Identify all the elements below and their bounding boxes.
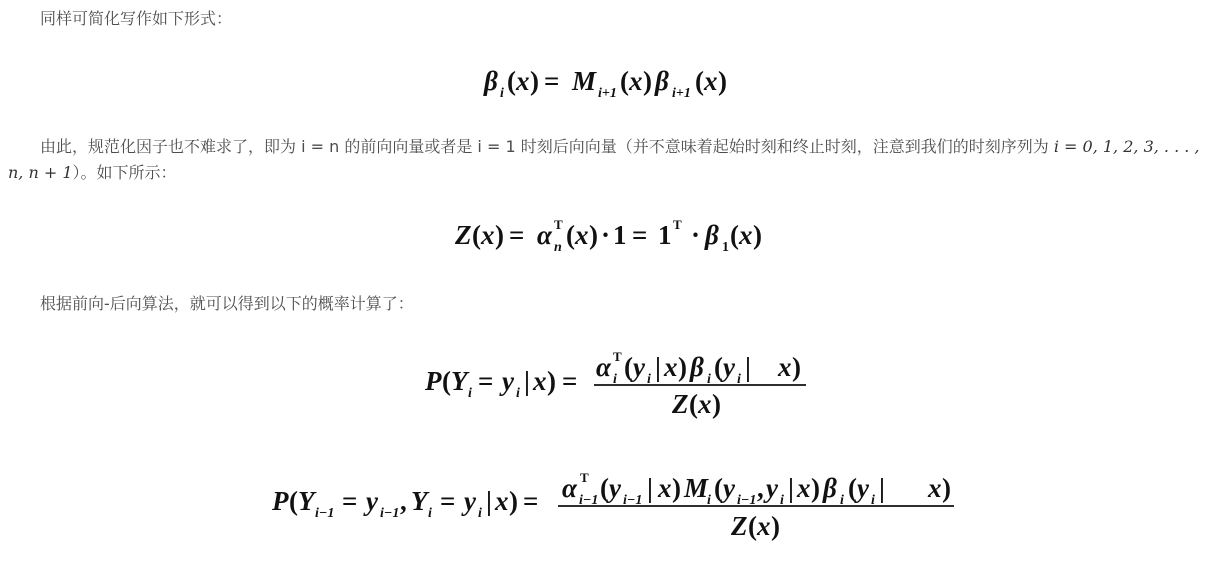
svg-text:y: y — [464, 486, 476, 516]
svg-text:): ) — [509, 486, 518, 516]
svg-text:y: y — [609, 473, 621, 503]
svg-text:i−1: i−1 — [315, 506, 335, 521]
svg-text:i: i — [468, 386, 472, 401]
formula-backward-recursion — [0, 52, 1222, 122]
svg-text:(: ( — [624, 352, 633, 382]
svg-text:α: α — [537, 220, 552, 250]
svg-text:y: y — [723, 473, 735, 503]
svg-text:=: = — [523, 486, 539, 516]
svg-text:|: | — [745, 352, 751, 382]
formula-backward-recursion-graphic — [0, 52, 1222, 112]
svg-text:|: | — [879, 473, 885, 503]
svg-text:): ) — [678, 352, 687, 382]
svg-text:β: β — [823, 473, 837, 503]
paragraph-normalization — [8, 134, 1214, 186]
svg-text:x: x — [575, 220, 589, 250]
svg-text:i: i — [840, 493, 844, 508]
svg-text:x: x — [664, 352, 678, 382]
svg-text:Y: Y — [451, 366, 468, 396]
svg-text:x: x — [658, 473, 672, 503]
svg-text:x: x — [757, 511, 771, 541]
svg-text:(: ( — [600, 473, 609, 503]
svg-text:i+1: i+1 — [672, 86, 691, 101]
svg-text:i−1: i−1 — [380, 506, 400, 521]
formula-pairwise-probability — [0, 468, 1222, 541]
svg-text:|: | — [486, 486, 492, 516]
svg-text:): ) — [672, 473, 681, 503]
svg-text:M: M — [572, 66, 597, 96]
svg-text:y: y — [366, 486, 378, 516]
formula-normalization-factor — [0, 206, 1222, 276]
svg-text:(: ( — [472, 220, 481, 250]
svg-text:=: = — [440, 486, 456, 516]
svg-text:,: , — [400, 486, 407, 516]
svg-text:x: x — [704, 66, 718, 96]
svg-text:α: α — [562, 473, 577, 503]
svg-text:i: i — [613, 372, 617, 387]
svg-text:T: T — [613, 349, 622, 364]
svg-text:,: , — [757, 473, 764, 503]
svg-text:M: M — [684, 473, 709, 503]
svg-text:i−1: i−1 — [737, 493, 757, 508]
paragraph-text: 由此，规范化因子也不难求了，即为 i = n 的前向向量或者是 i = 1 时刻后向向量（并不意味着起始时刻和终止时刻，注意到我们的时刻序列为 — [40, 137, 1054, 156]
svg-text:(: ( — [507, 66, 516, 96]
svg-text:(: ( — [748, 511, 757, 541]
svg-text:x: x — [928, 473, 942, 503]
inline-math-time-sequence: i = 0, 1, 2, 3, . . . , n, n + 1 — [8, 137, 1200, 182]
svg-text:y: y — [633, 352, 645, 382]
svg-text:y: y — [723, 352, 735, 382]
svg-text:): ) — [712, 389, 721, 419]
svg-text:=: = — [544, 66, 560, 96]
svg-text:i−1: i−1 — [623, 493, 643, 508]
svg-text:=: = — [509, 220, 525, 250]
svg-text:·: · — [601, 220, 611, 250]
formula-marginal-probability-graphic — [0, 345, 1222, 425]
svg-text:i: i — [871, 493, 875, 508]
svg-text:(: ( — [566, 220, 575, 250]
paragraph-text: 同样可简化写作如下形式： — [40, 9, 233, 28]
svg-text:|: | — [647, 473, 653, 503]
svg-text:·: · — [691, 220, 701, 250]
svg-text:): ) — [771, 511, 780, 541]
svg-text:Y: Y — [298, 486, 315, 516]
svg-text:β: β — [705, 220, 719, 250]
svg-text:β: β — [484, 66, 498, 96]
svg-text:|: | — [655, 352, 661, 382]
svg-text:Z: Z — [455, 220, 472, 250]
formula-marginal-probability — [0, 345, 1222, 419]
svg-text:i+1: i+1 — [598, 86, 617, 101]
svg-text:i: i — [780, 493, 784, 508]
svg-text:=: = — [632, 220, 648, 250]
svg-text:x: x — [533, 366, 547, 396]
svg-text:(: ( — [714, 352, 723, 382]
svg-text:): ) — [753, 220, 762, 250]
svg-text:(: ( — [289, 486, 298, 516]
svg-text:1: 1 — [722, 240, 729, 255]
svg-text:α: α — [596, 352, 611, 382]
svg-text:): ) — [811, 473, 820, 503]
svg-text:(: ( — [714, 473, 723, 503]
svg-text:i: i — [428, 506, 432, 521]
svg-text:n: n — [554, 240, 562, 255]
svg-text:x: x — [797, 473, 811, 503]
svg-text:x: x — [481, 220, 495, 250]
svg-text:Z: Z — [672, 389, 689, 419]
svg-text:): ) — [718, 66, 727, 96]
svg-text:1: 1 — [613, 220, 627, 250]
svg-text:): ) — [643, 66, 652, 96]
svg-text:): ) — [792, 352, 801, 382]
svg-text:x: x — [495, 486, 509, 516]
svg-text:x: x — [629, 66, 643, 96]
svg-text:Z: Z — [731, 511, 748, 541]
formula-pairwise-probability-graphic — [0, 468, 1222, 553]
svg-text:P: P — [272, 486, 289, 516]
svg-text:i: i — [500, 86, 504, 101]
svg-text:): ) — [495, 220, 504, 250]
svg-text:x: x — [698, 389, 712, 419]
svg-text:i: i — [647, 372, 651, 387]
svg-text:y: y — [857, 473, 869, 503]
svg-text:=: = — [342, 486, 358, 516]
svg-text:(: ( — [689, 389, 698, 419]
svg-text:): ) — [547, 366, 556, 396]
svg-text:=: = — [478, 366, 494, 396]
svg-text:y: y — [502, 366, 514, 396]
svg-text:Y: Y — [411, 486, 428, 516]
svg-text:(: ( — [620, 66, 629, 96]
paragraph-forward-backward — [8, 291, 1214, 317]
svg-text:x: x — [778, 352, 792, 382]
svg-text:i: i — [707, 493, 711, 508]
svg-text:y: y — [766, 473, 778, 503]
formula-normalization-factor-graphic — [0, 206, 1222, 266]
svg-text:): ) — [530, 66, 539, 96]
svg-text:(: ( — [730, 220, 739, 250]
paragraph-text: ）。如下所示： — [72, 163, 177, 182]
svg-text:T: T — [673, 217, 682, 232]
svg-text:β: β — [655, 66, 669, 96]
svg-text:i: i — [737, 372, 741, 387]
svg-text:i: i — [478, 506, 482, 521]
svg-text:|: | — [788, 473, 794, 503]
svg-text:x: x — [516, 66, 530, 96]
svg-text:i−1: i−1 — [579, 493, 599, 508]
svg-text:): ) — [942, 473, 951, 503]
svg-text:T: T — [554, 217, 563, 232]
svg-text:x: x — [739, 220, 753, 250]
svg-text:=: = — [562, 366, 578, 396]
svg-text:i: i — [707, 372, 711, 387]
svg-text:i: i — [516, 386, 520, 401]
svg-text:1: 1 — [658, 220, 672, 250]
svg-text:(: ( — [848, 473, 857, 503]
svg-text:(: ( — [442, 366, 451, 396]
svg-text:T: T — [580, 470, 589, 485]
paragraph-text: 根据前向-后向算法，就可以得到以下的概率计算了： — [40, 294, 414, 313]
svg-text:P: P — [425, 366, 442, 396]
svg-text:(: ( — [695, 66, 704, 96]
svg-text:): ) — [589, 220, 598, 250]
paragraph-intro — [8, 6, 1214, 32]
svg-text:β: β — [690, 352, 704, 382]
svg-text:|: | — [524, 366, 530, 396]
